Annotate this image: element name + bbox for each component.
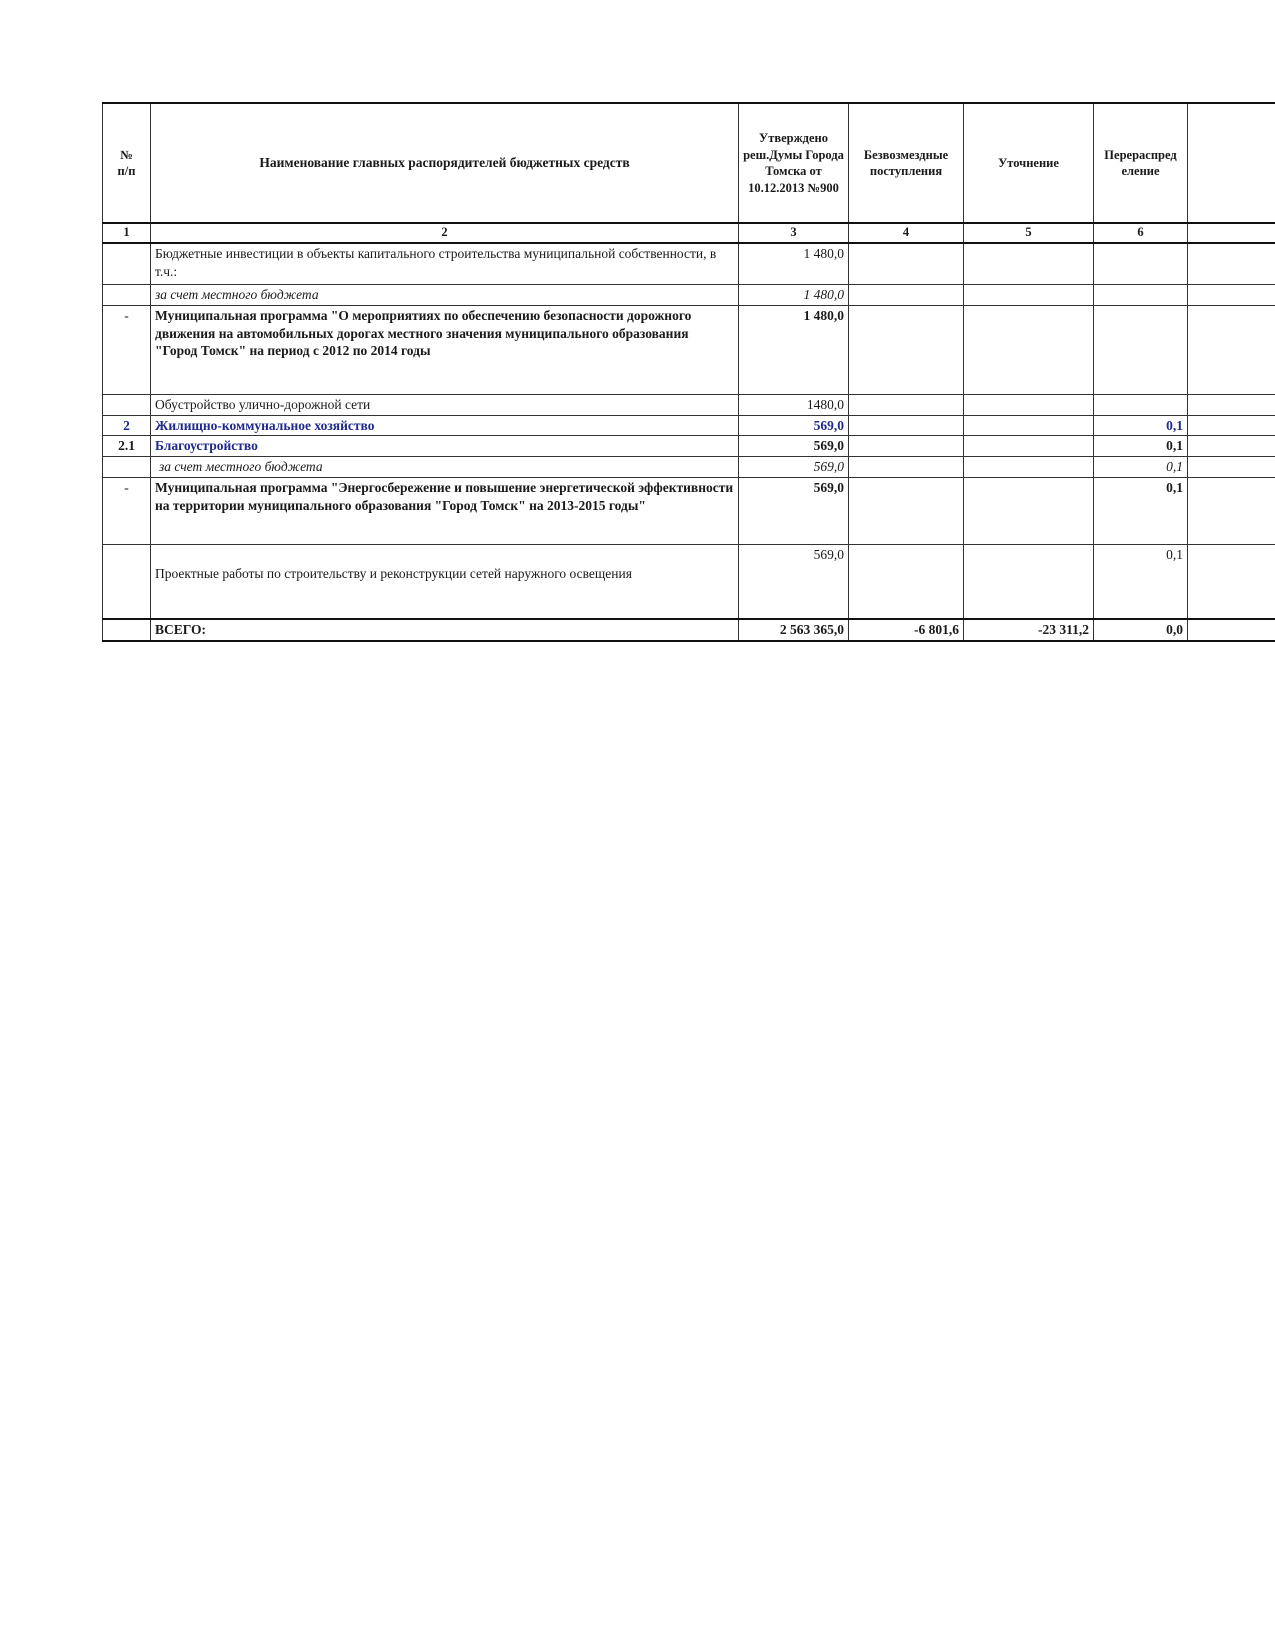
row-clarification	[964, 478, 1094, 545]
row-clarification	[964, 457, 1094, 478]
total-approved: 2 563 365,0	[739, 619, 849, 641]
row-number: 2.1	[103, 436, 151, 457]
table-row	[103, 285, 1275, 306]
table-header-row	[103, 103, 1275, 223]
row-number: -	[103, 305, 151, 394]
row-grants	[849, 436, 964, 457]
row-approved: 569,0	[739, 415, 849, 436]
total-row	[103, 619, 1275, 641]
header-number: № п/п	[103, 103, 151, 223]
row-clarification	[964, 545, 1094, 620]
row-name: Муниципальная программа "Энергосбережение и повышение энергетической эффективности на территории муниципального образования "Город Томск" на 2013-2015 годы"	[151, 478, 739, 545]
header-redistribution: Перераспред еление	[1094, 103, 1188, 223]
column-number: 2	[151, 223, 739, 243]
row-approved: 1480,0	[739, 394, 849, 415]
row-redistribution: 0,1	[1094, 436, 1188, 457]
row-name: Благоустройство	[151, 436, 739, 457]
table-row	[103, 243, 1275, 285]
table-row	[103, 394, 1275, 415]
row-approved: 569,0	[739, 478, 849, 545]
column-number: 4	[849, 223, 964, 243]
row-grants	[849, 285, 964, 306]
total-clarification: -23 311,2	[964, 619, 1094, 641]
row-number	[103, 457, 151, 478]
row-number	[103, 394, 151, 415]
row-name: Муниципальная программа "О мероприятиях по обеспечению безопасности дорожного движения на автомобильных дорогах местного значения муниципального образования "Город Томск" на период с 2012 по 2014 годы	[151, 305, 739, 394]
row-approved: 569,0	[739, 457, 849, 478]
table-row	[103, 415, 1275, 436]
total-redistribution: 0,0	[1094, 619, 1188, 641]
column-number: 6	[1094, 223, 1188, 243]
row-name: за счет местного бюджета	[151, 457, 739, 478]
row-name: за счет местного бюджета	[151, 285, 739, 306]
table-row	[103, 545, 1275, 620]
header-cut-off	[1188, 103, 1275, 223]
row-clarification	[964, 243, 1094, 285]
row-redistribution	[1094, 394, 1188, 415]
row-approved: 1 480,0	[739, 305, 849, 394]
header-approved: Утверждено реш.Думы Города Томска от 10.12.2013 №900	[739, 103, 849, 223]
column-number-cut-off	[1188, 223, 1275, 243]
column-numbers-row	[103, 223, 1275, 243]
row-approved: 1 480,0	[739, 285, 849, 306]
row-redistribution: 0,1	[1094, 478, 1188, 545]
budget-table	[102, 102, 1275, 642]
column-number: 5	[964, 223, 1094, 243]
row-redistribution	[1094, 243, 1188, 285]
row-number	[103, 285, 151, 306]
row-grants	[849, 415, 964, 436]
row-grants	[849, 457, 964, 478]
row-grants	[849, 545, 964, 620]
row-clarification	[964, 415, 1094, 436]
row-name: Бюджетные инвестиции в объекты капитального строительства муниципальной собственности, в т.ч.:	[151, 243, 739, 285]
row-redistribution: 0,1	[1094, 415, 1188, 436]
row-number: 2	[103, 415, 151, 436]
row-grants	[849, 394, 964, 415]
row-name: Жилищно-коммунальное хозяйство	[151, 415, 739, 436]
row-redistribution: 0,1	[1094, 457, 1188, 478]
row-number: -	[103, 478, 151, 545]
table-row	[103, 305, 1275, 394]
row-number	[103, 243, 151, 285]
row-grants	[849, 305, 964, 394]
table-row	[103, 457, 1275, 478]
table-row	[103, 478, 1275, 545]
row-clarification	[964, 285, 1094, 306]
row-number	[103, 545, 151, 620]
header-grants: Безвозмездные поступления	[849, 103, 964, 223]
row-redistribution	[1094, 285, 1188, 306]
column-number: 3	[739, 223, 849, 243]
row-grants	[849, 478, 964, 545]
row-approved: 569,0	[739, 436, 849, 457]
row-clarification	[964, 436, 1094, 457]
row-clarification	[964, 394, 1094, 415]
row-redistribution: 0,1	[1094, 545, 1188, 620]
total-grants: -6 801,6	[849, 619, 964, 641]
total-label: ВСЕГО:	[151, 619, 739, 641]
header-name: Наименование главных распорядителей бюджетных средств	[151, 103, 739, 223]
row-redistribution	[1094, 305, 1188, 394]
row-approved: 569,0	[739, 545, 849, 620]
column-number: 1	[103, 223, 151, 243]
row-grants	[849, 243, 964, 285]
row-name: Обустройство улично-дорожной сети	[151, 394, 739, 415]
table-row	[103, 436, 1275, 457]
row-approved: 1 480,0	[739, 243, 849, 285]
row-name: Проектные работы по строительству и реконструкции сетей наружного освещения	[151, 545, 739, 620]
header-clarification: Уточнение	[964, 103, 1094, 223]
row-clarification	[964, 305, 1094, 394]
